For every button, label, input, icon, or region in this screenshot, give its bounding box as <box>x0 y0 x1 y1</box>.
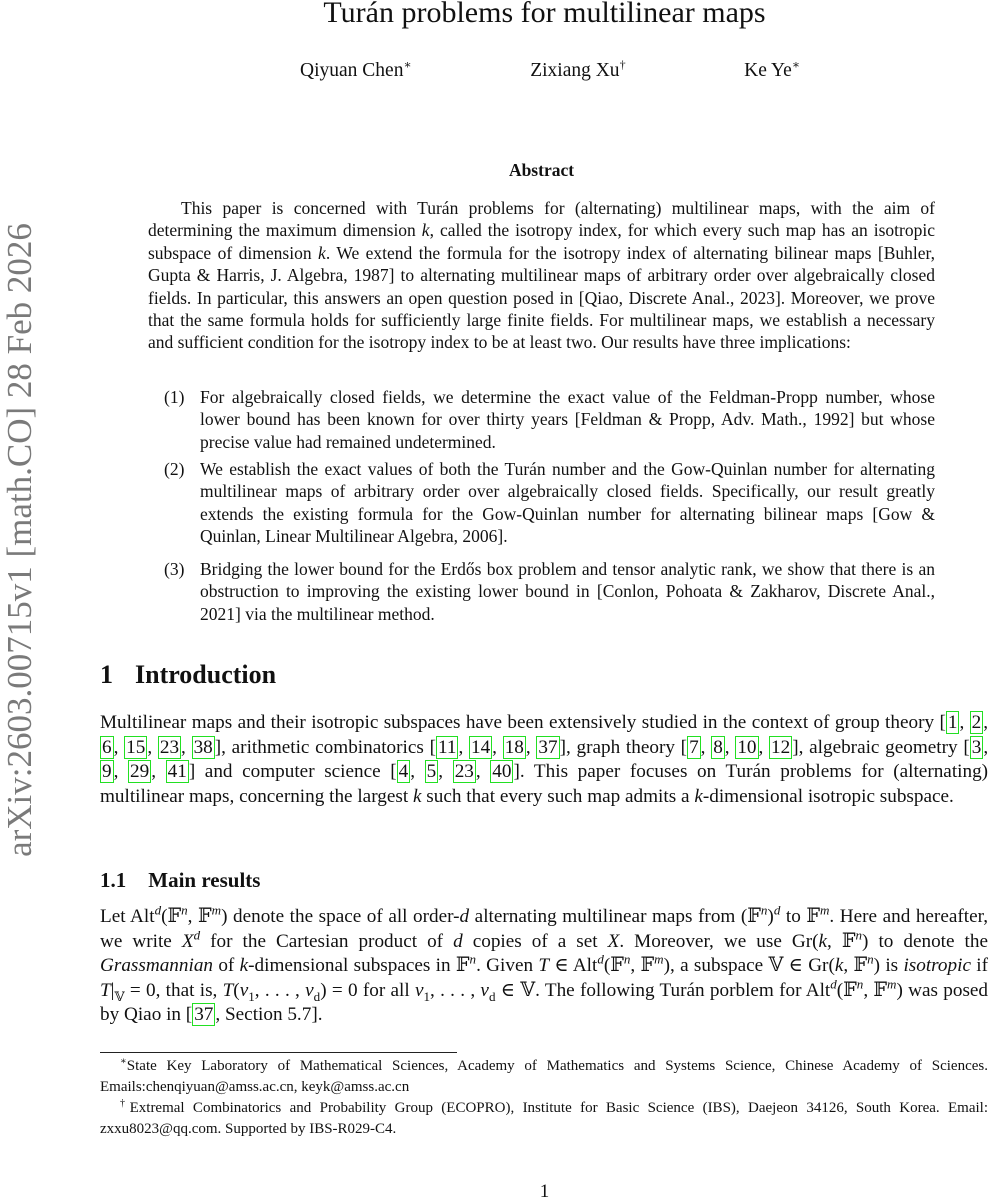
subscript: 1 <box>248 988 255 1004</box>
footnote-mark[interactable]: ∗ <box>403 57 412 72</box>
subsection-heading <box>100 868 260 893</box>
citation-link[interactable]: 3 <box>971 736 982 758</box>
math-symbol: T <box>100 979 111 1001</box>
math-symbol: T <box>222 979 234 1001</box>
page-number: 1 <box>539 1181 550 1202</box>
text-run: , <box>700 736 712 758</box>
text-run: (𝔽 <box>161 906 182 927</box>
emphasis: Grassmannian <box>100 955 214 977</box>
item-text <box>200 558 935 625</box>
footnote-mark[interactable]: † <box>619 57 626 72</box>
text-run: , 𝔽 <box>843 955 868 977</box>
superscript: d <box>597 951 604 967</box>
intro-paragraph <box>100 711 988 809</box>
text-run: Multilinear maps and their isotropic subspaces have been extensively studied in the context of group theory [ <box>100 712 946 733</box>
math-symbol: k <box>818 930 828 952</box>
text-run: , <box>525 736 537 758</box>
text-run: For algebraically closed fields, we determine the exact value of the Feldman-Propp number, whose lower bound has been known for over thirty years [Feldman & Propp, Adv. Math., 1992] but whose precise value had remained undetermined. <box>200 387 935 452</box>
citation-link[interactable]: 38 <box>193 736 213 758</box>
citation-link[interactable]: 1 <box>947 712 958 733</box>
item-label: (1) <box>164 387 185 407</box>
subsection-number: 1.1 <box>100 868 127 892</box>
superscript: n <box>760 902 768 918</box>
superscript: d <box>830 976 837 992</box>
math-symbol: k <box>421 220 430 241</box>
text-run: (𝔽 <box>603 955 624 977</box>
superscript: n <box>623 951 631 967</box>
text-run: ], algebraic geometry [ <box>792 736 970 758</box>
text-run: for the Cartesian product of <box>200 930 454 952</box>
emphasis: isotropic <box>903 955 971 977</box>
text-run: if <box>970 955 988 977</box>
superscript: n <box>867 951 874 967</box>
citation-link[interactable]: 11 <box>437 736 457 758</box>
footnote <box>100 1056 988 1098</box>
subscript: d <box>313 988 321 1004</box>
text-run: ) was posed by Qiao in [ <box>100 979 989 1026</box>
item-label: (2) <box>164 459 185 479</box>
text-run: = 0, that is, <box>124 979 223 1001</box>
abstract-list-item <box>148 386 935 453</box>
math-symbol: k <box>834 955 844 977</box>
citation-link[interactable]: 29 <box>130 761 150 783</box>
text-run: ) to denote the <box>862 930 988 952</box>
math-symbol: v <box>414 979 424 1001</box>
citation-link[interactable]: 23 <box>454 761 474 783</box>
text-run: , <box>113 736 125 758</box>
text-run: , . . . , <box>254 979 306 1001</box>
author <box>744 57 800 82</box>
text-run: , <box>758 736 770 758</box>
superscript: n <box>181 902 188 918</box>
abstract-heading: Abstract <box>508 160 575 180</box>
citation-link[interactable]: 40 <box>492 761 512 783</box>
citation-link[interactable]: 5 <box>426 761 437 783</box>
footnote-mark: ∗ <box>120 1056 127 1067</box>
text-run: , 𝔽 <box>827 930 856 952</box>
citation-link[interactable]: 23 <box>159 736 180 758</box>
text-run: , 𝔽 <box>187 906 212 927</box>
text-run: , <box>983 736 989 758</box>
paper-title: Turán problems for multilinear maps <box>323 0 766 29</box>
citation-link[interactable]: 9 <box>102 761 112 783</box>
item-text <box>200 458 935 548</box>
subsection-title: Main results <box>148 868 261 892</box>
subscript: d <box>488 988 496 1004</box>
footnote-text: State Key Laboratory of Mathematical Sciences, Academy of Mathematics and Systems Science, Chinese Academy of Sciences. Emails:chenqiyuan@amss.ac.cn, keyk@amss.ac.cn <box>100 1058 988 1095</box>
text-run: , <box>410 761 425 783</box>
superscript: n <box>856 976 864 992</box>
author <box>530 57 626 82</box>
math-symbol: X <box>607 930 620 952</box>
superscript: m <box>819 902 830 918</box>
text-run: , 𝔽 <box>863 979 888 1001</box>
citation-link[interactable]: 37 <box>194 1004 214 1026</box>
math-symbol: k <box>318 242 326 263</box>
text-run: , <box>151 761 166 783</box>
text-run: (𝔽 <box>836 979 857 1001</box>
author <box>300 57 412 82</box>
text-run: ]. This paper focuses on Turán problems for (alternating) multilinear maps, concerning the largest <box>100 761 989 807</box>
citation-link[interactable]: 6 <box>102 736 112 758</box>
abstract-paragraph <box>148 197 935 354</box>
author-list <box>300 57 800 82</box>
text-run: Bridging the lower bound for the Erdős box problem and tensor analytic rank, we show that there is an obstruction to improving the existing lower bound in [Conlon, Pohoata & Zakharov, Discrete Anal., 2021] via the multilinear method. <box>200 559 935 624</box>
footnote-mark: † <box>120 1098 130 1109</box>
text-run: -dimensional isotropic subspace. <box>702 785 954 807</box>
text-run: ], arithmetic combinatorics [ <box>214 736 436 758</box>
citation-link[interactable]: 41 <box>167 761 187 783</box>
item-text <box>200 386 935 453</box>
text-run: , . . . , <box>430 979 481 1001</box>
text-run: . Here and hereafter, we write <box>100 906 989 952</box>
text-run: . Given <box>476 955 539 977</box>
math-symbol: T <box>538 955 550 977</box>
text-run: , <box>475 761 491 783</box>
text-run: ∈ Alt <box>549 955 598 977</box>
text-run: This paper is concerned with Turán problems for (alternating) multilinear maps, with the aim of determining the maximum dimension <box>148 198 935 241</box>
section-number: 1 <box>100 660 113 689</box>
math-symbol: v <box>239 979 249 1001</box>
citation-link[interactable]: 8 <box>713 736 723 758</box>
math-symbol: v <box>305 979 314 1001</box>
text-run: ) <box>767 906 774 927</box>
superscript: n <box>469 951 477 967</box>
text-run: . We extend the formula for the isotropy index of alternating bilinear maps [Buhler, Gupta & Harris, J. Algebra, 1987] to alternating multilinear maps of arbitrary order over algebraically closed fields. In particular, this answers an open question posed in [Qiao, Discrete Anal., 2023]. Moreover, we prove that the same formula holds for sufficiently large finite fields. For multilinear maps, we establish a necessary and sufficient condition for the isotropy index to be at least two. Our results have three implications: <box>148 242 935 353</box>
item-label: (3) <box>164 559 185 579</box>
text-run: | <box>110 979 115 1001</box>
text-run: ), a subspace 𝕍 ∈ Gr( <box>663 955 835 977</box>
citation-link[interactable]: 10 <box>737 736 757 758</box>
text-run: , <box>458 736 469 758</box>
math-symbol: X <box>181 930 194 952</box>
text-run: Let Alt <box>100 906 155 927</box>
text-run: We establish the exact values of both the Turán number and the Gow-Quinlan number for alternating multilinear maps of arbitrary order over algebraically closed fields. Specifically, our result greatly extends the existing formula for the Gow-Quinlan number for alternating bilinear maps [Gow & Quinlan, Linear Multilinear Algebra, 2006]. <box>200 459 935 547</box>
section-title: Introduction <box>135 660 277 689</box>
superscript: m <box>654 951 664 967</box>
author-name: Zixiang Xu <box>530 60 620 81</box>
math-symbol: k <box>239 955 249 977</box>
text-run: -dimensional subspaces in 𝔽 <box>248 955 470 977</box>
text-run: . Moreover, we use Gr( <box>619 930 819 952</box>
subscript: 𝕍 <box>114 988 125 1004</box>
footnote-text: Extremal Combinatorics and Probability Group (ECOPRO), Institute for Basic Science (IBS), Daejeon 34126, South Korea. Email: zxxu8023@qq.com. Supported by IBS-R029-C4. <box>100 1100 989 1137</box>
citation-link[interactable]: 2 <box>971 712 982 733</box>
footnote <box>100 1098 988 1140</box>
text-run: , <box>438 761 453 783</box>
text-run: ∈ 𝕍. The following Turán porblem for Alt <box>495 979 831 1001</box>
citation-link[interactable]: 7 <box>689 736 699 758</box>
superscript: d <box>773 902 781 918</box>
superscript: d <box>154 902 162 918</box>
citation-link[interactable]: 4 <box>398 761 409 783</box>
text-run: , <box>492 736 503 758</box>
math-symbol: k <box>694 785 703 807</box>
main-results-paragraph <box>100 902 989 1028</box>
superscript: n <box>855 927 863 943</box>
superscript: m <box>211 902 222 918</box>
text-run: alternating multilinear maps from (𝔽 <box>469 906 761 927</box>
citation-link[interactable]: 14 <box>470 736 491 758</box>
text-run: ) is <box>873 955 904 977</box>
author-name: Ke Ye <box>744 60 792 81</box>
text-run: , called the isotropy index, for which every such map has an isotropic subspace of dimension <box>148 220 935 263</box>
text-run: , <box>181 736 192 758</box>
math-symbol: d <box>453 930 463 952</box>
superscript: d <box>193 927 201 943</box>
text-run: ], graph theory [ <box>559 736 688 758</box>
text-run: , Section 5.7]. <box>215 1004 323 1026</box>
text-run: ( <box>233 979 240 1001</box>
citation-link[interactable]: 15 <box>126 736 146 758</box>
author-name: Qiyuan Chen <box>300 60 404 81</box>
citation-link[interactable]: 12 <box>771 736 791 758</box>
text-run: , <box>959 712 970 733</box>
text-run: , <box>724 736 736 758</box>
subscript: 1 <box>423 988 431 1004</box>
text-run: , <box>113 761 129 783</box>
superscript: m <box>887 976 897 992</box>
text-run: ] and computer science [ <box>188 761 397 783</box>
text-run: , <box>983 712 989 733</box>
text-run: of <box>213 955 240 977</box>
math-symbol: k <box>412 785 422 807</box>
footnote-mark[interactable]: ∗ <box>791 57 800 72</box>
text-run: to 𝔽 <box>780 906 820 927</box>
text-run: ) denote the space of all order- <box>221 906 460 927</box>
math-symbol: d <box>459 906 470 927</box>
abstract-list-item <box>148 458 935 548</box>
citation-link[interactable]: 18 <box>504 736 524 758</box>
citation-link[interactable]: 37 <box>538 736 558 758</box>
text-run: copies of a set <box>462 930 608 952</box>
text-run: ) = 0 for all <box>320 979 415 1001</box>
section-heading <box>100 660 276 690</box>
arxiv-stamp: arXiv:2603.00715v1 [math.CO] 28 Feb 2026 <box>0 223 39 857</box>
text-run: , <box>147 736 158 758</box>
text-run: , 𝔽 <box>630 955 655 977</box>
footnote-divider <box>100 1052 457 1053</box>
math-symbol: v <box>480 979 489 1001</box>
text-run: such that every such map admits a <box>421 785 695 807</box>
abstract-list-item <box>148 558 935 625</box>
